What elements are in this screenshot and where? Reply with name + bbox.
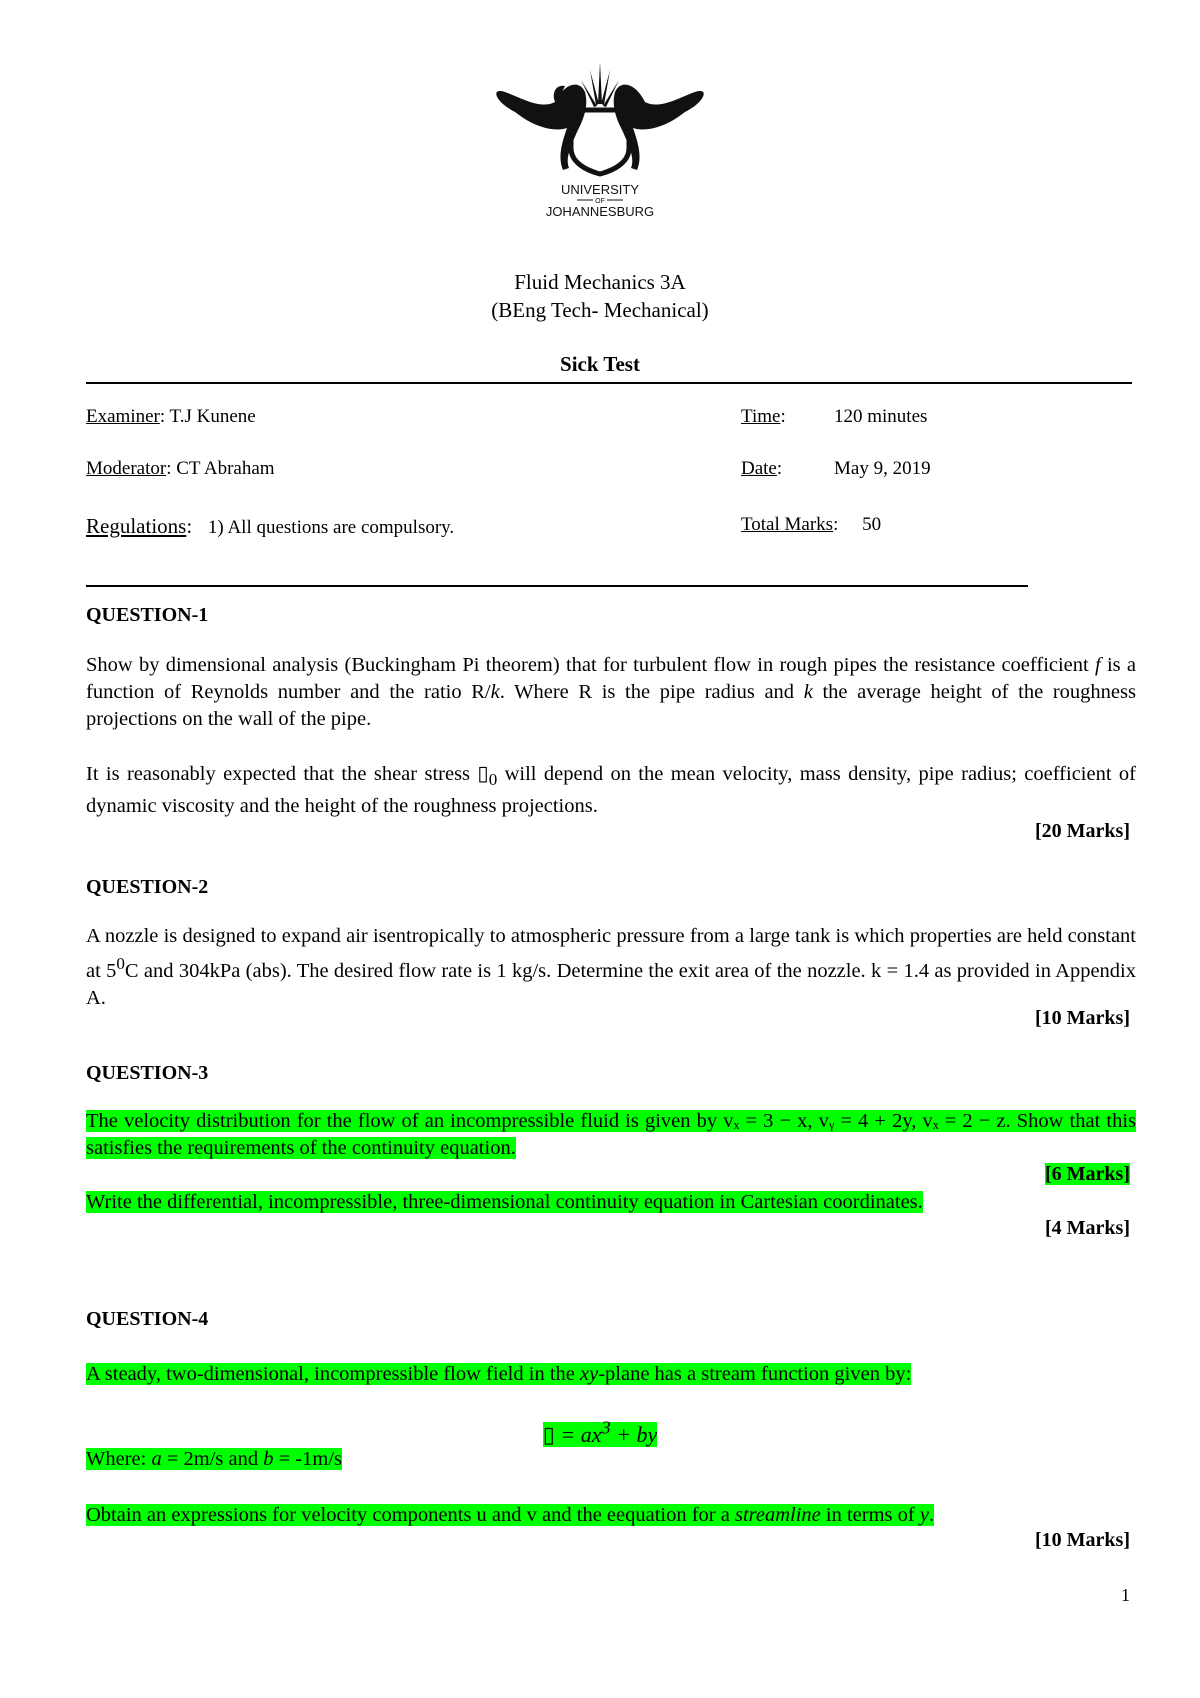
question-3-paragraph-2: Write the differential, incompressible, three-dimensional continuity equation in Cartesian coordinates.	[86, 1191, 923, 1213]
logo-text-of: OF	[595, 198, 605, 205]
top-rule	[86, 382, 1132, 384]
total-marks-line: Total Marks: 50	[741, 514, 882, 535]
question-4-where-line: Where: a = 2m/s and b = -1m/s	[86, 1448, 342, 1470]
question-4-paragraph-1: A steady, two-dimensional, incompressible flow field in the xy-plane has a stream function given by:	[86, 1363, 912, 1385]
logo-text-university: UNIVERSITY	[560, 182, 640, 197]
psi-symbol: ▯	[542, 1422, 555, 1448]
bottom-rule	[86, 585, 1028, 587]
moderator-line	[86, 458, 275, 480]
hoopoe-birds-emblem	[496, 62, 703, 174]
question-1-marks: [20 Marks]	[1035, 820, 1130, 842]
stream-function-equation: ▯ = $ax^3$ + by	[542, 1418, 658, 1448]
tau-symbol: ▯	[477, 763, 489, 785]
date-value: May 9, 2019	[834, 458, 931, 479]
question-2-marks: [10 Marks]	[1035, 1007, 1130, 1029]
question-3-title: QUESTION-3	[86, 1062, 209, 1084]
question-1-paragraph-2: It is reasonably expected that the shear stress $▯_0$ will depend on the mean velocity, mass density, pipe radius; coefficient of dynamic viscosity and the height of the roughness projections.	[86, 763, 1136, 818]
date-label-wrap: Date:	[741, 458, 783, 479]
time-label-wrap: Time:	[741, 406, 786, 427]
test-type: Sick Test	[560, 352, 640, 376]
question-3-marks-2: [4 Marks]	[1045, 1217, 1130, 1239]
examiner-line	[86, 406, 256, 428]
question-4-title: QUESTION-4	[86, 1308, 209, 1330]
examiner-label: Examiner	[86, 406, 160, 427]
date-label: Date	[741, 458, 777, 479]
question-1-title: QUESTION-1	[86, 604, 209, 626]
course-title: Fluid Mechanics 3A	[514, 270, 686, 294]
total-marks-value: 50	[862, 514, 882, 535]
question-4-marks: [10 Marks]	[1035, 1529, 1130, 1551]
moderator-value: : CT Abraham	[166, 458, 275, 479]
moderator-label: Moderator	[86, 458, 167, 479]
question-3-marks-1: [6 Marks]	[1045, 1163, 1130, 1185]
question-2-paragraph: A nozzle is designed to expand air isentropically to atmospheric pressure from a large tank is which properties are held constant at $5^0C$ and 304kPa (abs). The desired flow rate is 1 kg/s. Determine the exit area of the nozzle. k = 1.4 as provided in Appendix A.	[86, 925, 1136, 1009]
question-1-paragraph-1: Show by dimensional analysis (Buckingham Pi theorem) that for turbulent flow in rough pipes the resistance coefficient f is a function of Reynolds number and the ratio R/k. Where R is the pipe radius and k the average height of the roughness projections on the wall of the pipe.	[86, 654, 1136, 730]
program-title: (BEng Tech- Mechanical)	[491, 298, 709, 322]
page-number: 1	[1121, 1585, 1130, 1605]
question-4-paragraph-2: Obtain an expressions for velocity components u and v and the eequation for a streamline in terms of y.	[86, 1504, 935, 1526]
question-2-title: QUESTION-2	[86, 876, 209, 898]
logo-text-johannesburg: JOHANNESBURG	[545, 204, 655, 219]
total-marks-label: Total Marks	[741, 514, 834, 535]
time-value: 120 minutes	[834, 406, 928, 427]
time-label: Time	[741, 406, 781, 427]
regulations-label: Regulations	[86, 514, 187, 538]
university-logo	[485, 62, 715, 242]
examiner-value: : T.J Kunene	[159, 406, 256, 427]
question-3-paragraph-1: The velocity distribution for the flow of an incompressible fluid is given by vₓ = 3 − x, vᵧ = 4 + 2y, vₓ = 2 − z. Show that this satisfies the requirements of the continuity equation.	[86, 1110, 1136, 1159]
regulations-value: 1) All questions are compulsory.	[207, 517, 455, 538]
regulations-line: Regulations: 1) All questions are compulsory.	[86, 514, 455, 538]
